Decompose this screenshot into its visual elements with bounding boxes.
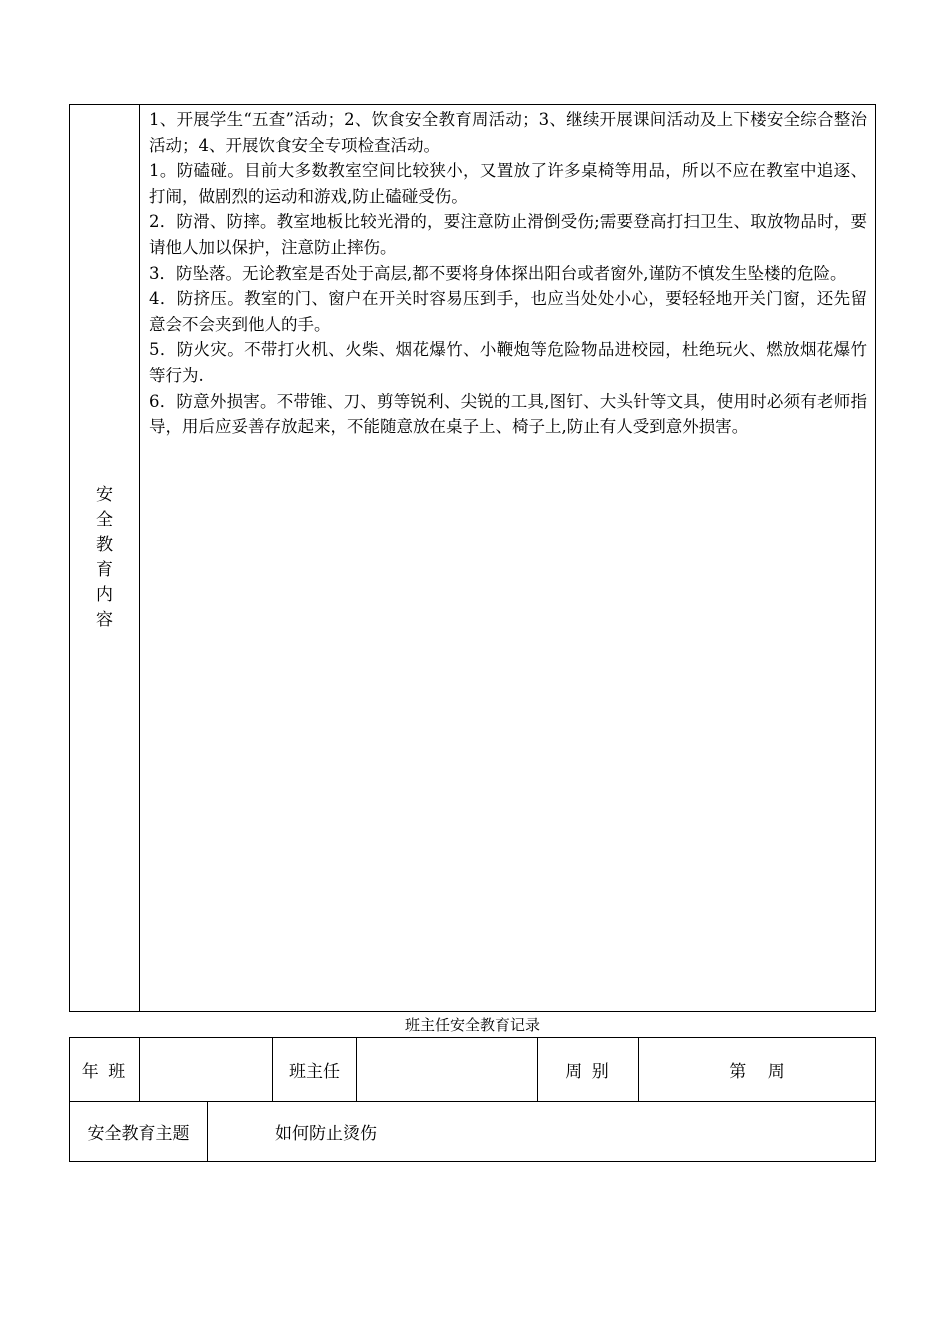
week-label: 周 别 (538, 1038, 639, 1101)
teacher-value (357, 1038, 538, 1101)
record-row-info (70, 1038, 875, 1102)
record-row-topic (70, 1102, 875, 1161)
content-paragraph: 6．防意外损害。不带锥、刀、剪等锐利、尖锐的工具,图钉、大头针等文具，使用时必须有老师指导，用后应妥善存放起来，不能随意放在桌子上、椅子上,防止有人受到意外损害。 (149, 391, 867, 437)
record-table (69, 1037, 876, 1162)
content-paragraph: 3．防坠落。无论教室是否处于高层,都不要将身体探出阳台或者窗外,谨防不慎发生坠楼的危险。 (149, 263, 847, 283)
content-label: 安全教育内容 (96, 485, 113, 630)
record-title: 班主任安全教育记录 (404, 1016, 540, 1034)
topic-value: 如何防止烫伤 (275, 1124, 377, 1144)
content-paragraph: 4．防挤压。教室的门、窗户在开关时容易压到手，也应当处处小心，要轻轻地开关门窗，还先留意会不会夹到他人的手。 (149, 289, 867, 334)
class-value (140, 1038, 273, 1101)
content-text-cell (140, 105, 875, 1011)
topic-label: 安全教育主题 (70, 1102, 208, 1161)
teacher-label: 班主任 (273, 1038, 357, 1101)
content-paragraph: 2．防滑、防摔。教室地板比较光滑的，要注意防止滑倒受伤;需要登高打扫卫生、取放物品时，要请他人加以保护，注意防止摔伤。 (149, 212, 867, 257)
week-value: 第 周 (729, 1062, 785, 1082)
content-paragraph: 1。防磕碰。目前大多数教室空间比较狭小，又置放了许多桌椅等用品，所以不应在教室中追逐、打闹，做剧烈的运动和游戏,防止磕碰受伤。 (149, 161, 867, 206)
class-label: 年 班 (70, 1038, 140, 1101)
content-paragraph: 1、开展学生“五查”活动；2、饮食安全教育周活动；3、继续开展课间活动及上下楼安全综合整治活动；4、开展饮食安全专项检查活动。 (149, 110, 867, 155)
content-paragraph: 5．防火灾。不带打火机、火柴、烟花爆竹、小鞭炮等危险物品进校园，杜绝玩火、燃放烟花爆竹等行为. (149, 340, 867, 385)
safety-content-table (69, 104, 876, 1012)
content-label-cell (70, 105, 140, 1011)
